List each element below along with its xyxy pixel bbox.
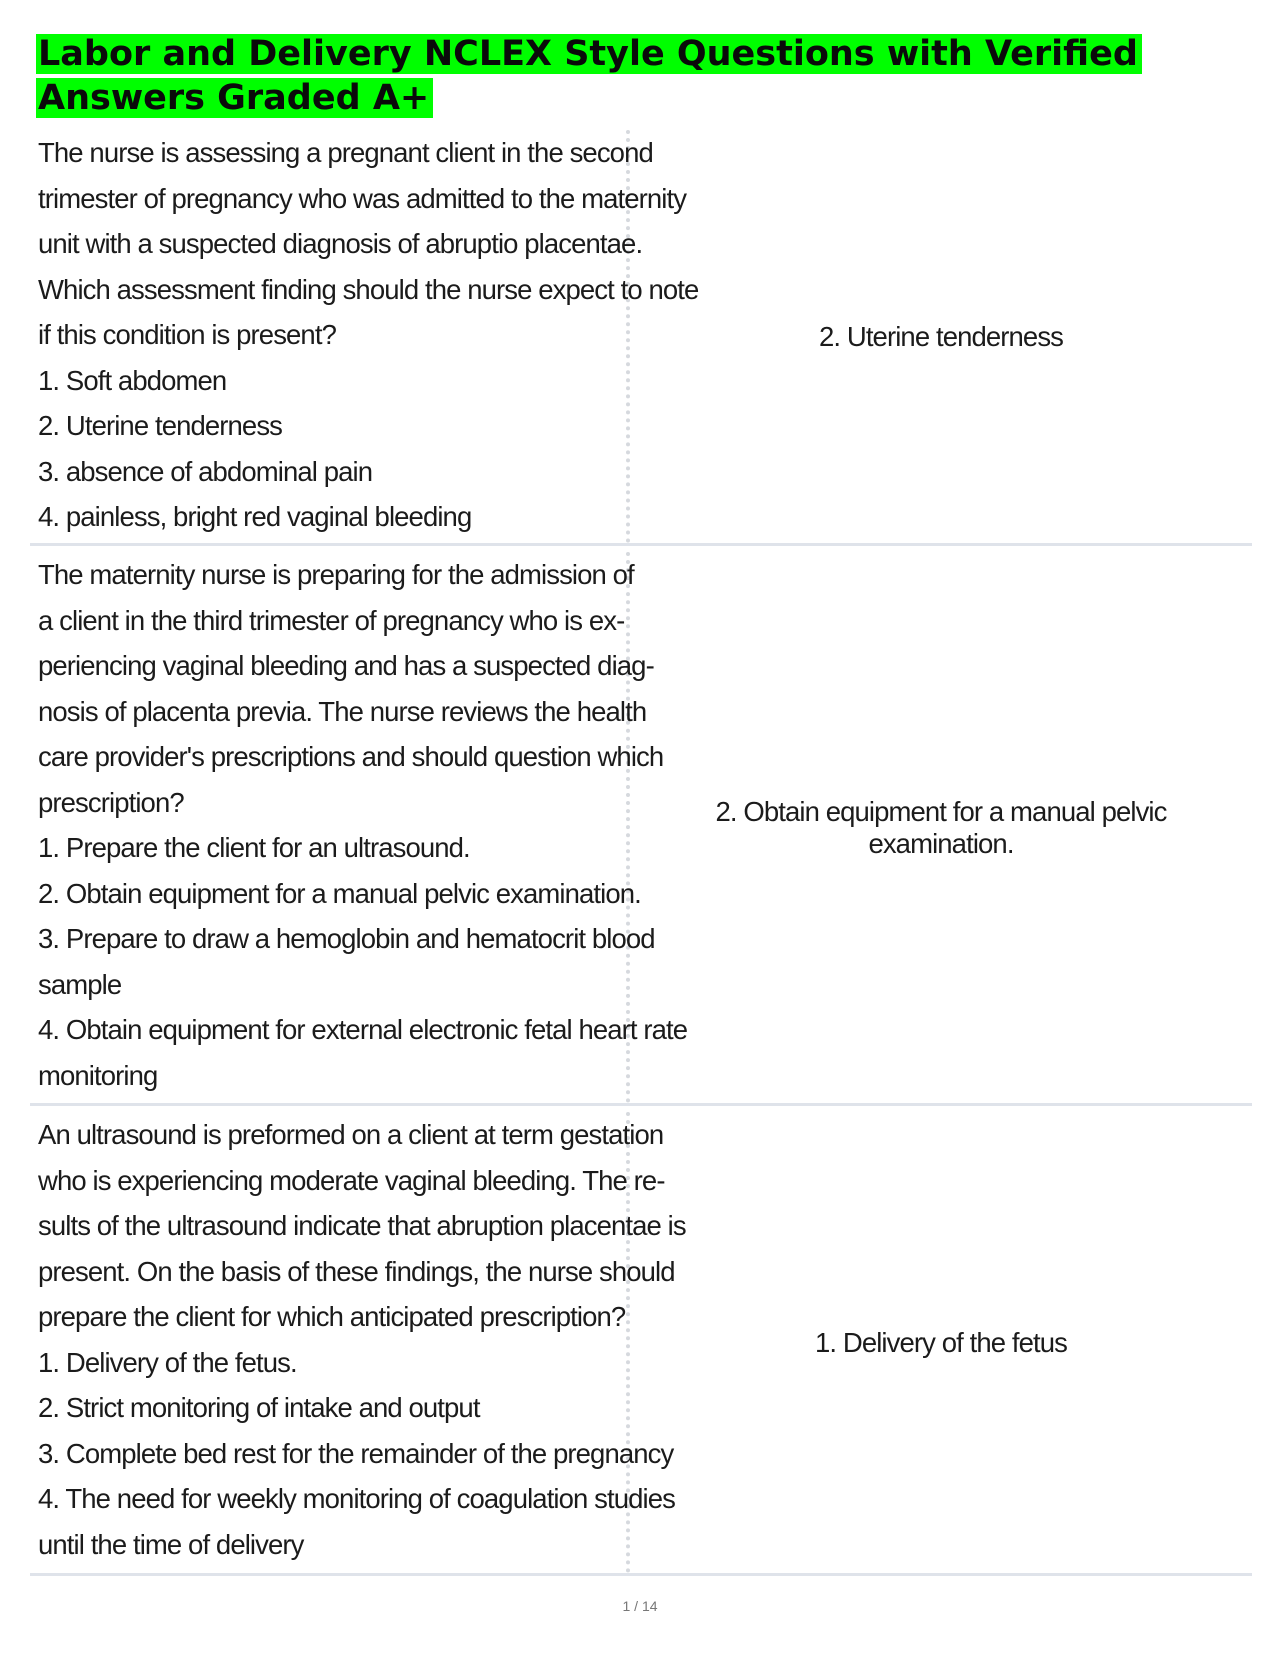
answer-option: 2. Uterine tenderness <box>38 410 283 441</box>
question-line: periencing vaginal bleeding and has a suspected diag- <box>38 650 654 681</box>
answer-option: until the time of delivery <box>38 1528 304 1560</box>
answer-option: 2. Obtain equipment for a manual pelvic examination. <box>38 877 641 909</box>
answer-cell <box>630 130 1252 543</box>
answer-text: 2. Uterine tenderness <box>818 320 1064 352</box>
question-line: Which assessment finding should the nurse expect to note <box>38 273 699 305</box>
answer-option: sample <box>38 968 122 1000</box>
qa-table <box>30 128 1252 1576</box>
answer-option: 4. painless, bright red vaginal bleeding <box>38 501 472 532</box>
answer-cell <box>630 1112 1252 1573</box>
question-line: An ultrasound is preformed on a client at term gestation <box>38 1119 664 1150</box>
answer-option: 2. Strict monitoring of intake and output <box>38 1392 480 1423</box>
question-line: nosis of placenta previa. The nurse reviews the health <box>38 695 647 727</box>
answer-text: 2. Obtain equipment for a manual pelvic examination. <box>715 795 1167 859</box>
answer-option: 3. Prepare to draw a hemoglobin and hematocrit blood <box>38 923 655 954</box>
question-line: prepare the client for which anticipated prescription? <box>38 1301 626 1332</box>
document-title <box>36 32 1186 120</box>
question-cell <box>30 1112 686 1573</box>
question-line: trimester of pregnancy who was admitted to the maternity <box>38 182 687 214</box>
qa-row <box>30 1106 1252 1576</box>
answer-option: 4. The need for weekly monitoring of coagulation studies <box>38 1483 676 1514</box>
answer-option: 1. Prepare the client for an ultrasound. <box>38 832 470 863</box>
document-title-text: Labor and Delivery NCLEX Style Questions with Verified Answers Graded A+ <box>36 34 1142 118</box>
answer-option: 4. Obtain equipment for external electronic fetal heart rate <box>38 1014 688 1045</box>
question-line: The nurse is assessing a pregnant client in the second <box>38 137 653 168</box>
question-line: unit with a suspected diagnosis of abruptio placentae. <box>38 228 643 259</box>
answer-cell <box>630 552 1252 1103</box>
question-line: if this condition is present? <box>38 319 336 350</box>
page-number: 1 / 14 <box>622 1598 658 1614</box>
answer-text: 1. Delivery of the fetus <box>814 1326 1067 1358</box>
qa-row <box>30 128 1252 546</box>
answer-option: 1. Soft abdomen <box>38 364 227 396</box>
question-line: who is experiencing moderate vaginal bleeding. The re- <box>38 1164 665 1196</box>
answer-option: monitoring <box>38 1059 158 1091</box>
question-line: prescription? <box>38 786 184 818</box>
answer-option: 3. absence of abdominal pain <box>38 455 373 487</box>
answer-option: 3. Complete bed rest for the remainder of the pregnancy <box>38 1437 674 1469</box>
question-cell <box>30 130 699 543</box>
question-line: a client in the third trimester of pregnancy who is ex- <box>38 604 625 636</box>
qa-row <box>30 546 1252 1106</box>
question-line: sults of the ultrasound indicate that abruption placentae is <box>38 1210 686 1241</box>
question-cell <box>30 552 688 1103</box>
question-line: The maternity nurse is preparing for the admission of <box>38 559 634 590</box>
question-line: present. On the basis of these findings, the nurse should <box>38 1255 675 1287</box>
answer-option: 1. Delivery of the fetus. <box>38 1346 297 1378</box>
question-line: care provider's prescriptions and should question which <box>38 741 664 772</box>
